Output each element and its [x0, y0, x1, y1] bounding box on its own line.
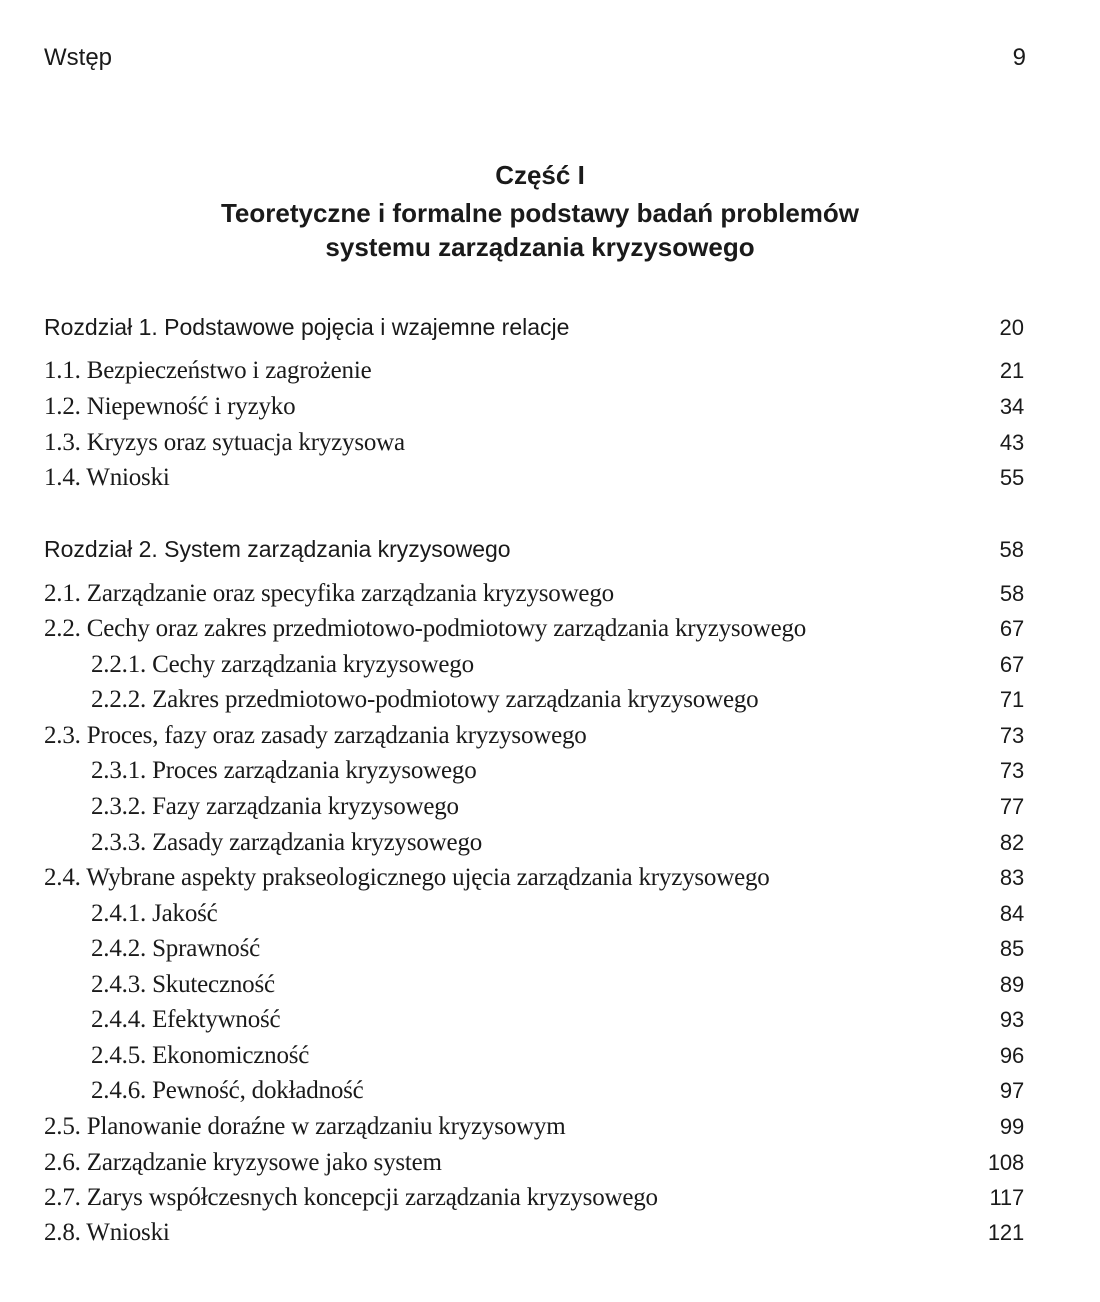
toc-entry[interactable]	[44, 615, 1024, 643]
toc-subentry[interactable]	[44, 793, 1024, 821]
part-title-line2: systemu zarządzania kryzysowego	[325, 232, 755, 262]
toc-page-number: 67	[999, 652, 1024, 677]
toc-entry-label: 2.3.2. Fazy zarządzania kryzysowego	[91, 793, 459, 820]
toc-subentry[interactable]	[44, 757, 1024, 785]
toc-page-number: 67	[999, 616, 1024, 641]
toc-page-number: 71	[999, 687, 1024, 712]
toc-subentry[interactable]	[44, 1006, 1024, 1034]
toc-entry-label: 2.3.3. Zasady zarządzania kryzysowego	[91, 829, 483, 856]
toc-entry[interactable]	[44, 1219, 1024, 1247]
toc-entry-label: 1.3. Kryzys oraz sytuacja kryzysowa	[44, 429, 405, 456]
toc-entry[interactable]	[44, 429, 1024, 457]
toc-page-number: 77	[999, 794, 1024, 819]
toc-page-number: 73	[999, 723, 1024, 748]
toc-page-number: 82	[999, 830, 1024, 855]
toc-entry-label: 2.4. Wybrane aspekty prakseologicznego ujęcia zarządzania kryzysowego	[44, 864, 770, 891]
toc-entry[interactable]	[44, 722, 1024, 750]
toc-page-number: 20	[999, 315, 1024, 340]
toc-entry-label: 2.3.1. Proces zarządzania kryzysowego	[91, 757, 477, 784]
toc-page-number: 83	[999, 865, 1024, 890]
toc-entry[interactable]	[44, 1184, 1024, 1212]
header-row	[44, 44, 1026, 72]
toc-entry-label: 2.4.2. Sprawność	[91, 935, 261, 962]
toc-subentry[interactable]	[44, 1077, 1024, 1105]
toc-page-number: 89	[999, 972, 1024, 997]
toc-subentry[interactable]	[44, 900, 1024, 928]
toc-entry-label: 2.2. Cechy oraz zakres przedmiotowo-podmiotowy zarządzania kryzysowego	[44, 615, 807, 642]
toc-subentry[interactable]	[44, 651, 1024, 679]
toc-page-number: 55	[999, 465, 1024, 490]
header-page-number: 9	[1012, 44, 1026, 71]
toc-page-number: 58	[999, 537, 1024, 562]
toc-page-number: 97	[999, 1078, 1024, 1103]
toc-entry-label: 2.2.2. Zakres przedmiotowo-podmiotowy zarządzania kryzysowego	[91, 686, 759, 713]
toc-page-number: 117	[989, 1185, 1024, 1210]
toc-page-number: 121	[987, 1220, 1024, 1245]
toc-entry[interactable]	[44, 1113, 1024, 1141]
toc-entry-label: 1.1. Bezpieczeństwo i zagrożenie	[44, 357, 372, 384]
part-title-line1: Teoretyczne i formalne podstawy badań problemów	[220, 198, 860, 228]
toc-subentry[interactable]	[44, 686, 1024, 714]
toc-page-number: 34	[999, 394, 1024, 419]
toc-entry-label: 2.1. Zarządzanie oraz specyfika zarządzania kryzysowego	[44, 580, 614, 607]
toc-entry[interactable]	[44, 580, 1024, 608]
part-number: Część I	[495, 160, 585, 190]
toc-page-number: 93	[999, 1007, 1024, 1032]
toc-page-number: 43	[999, 430, 1024, 455]
toc-entry-label: 2.7. Zarys współczesnych koncepcji zarządzania kryzysowego	[44, 1184, 658, 1211]
toc-page-number: 58	[999, 581, 1024, 606]
toc-page-number: 85	[999, 936, 1024, 961]
toc-entry[interactable]	[44, 393, 1024, 421]
toc-entry[interactable]	[44, 1149, 1024, 1177]
toc-page-number: 84	[999, 901, 1024, 926]
toc-page-number: 99	[999, 1114, 1024, 1139]
header-title: Wstęp	[44, 44, 113, 71]
toc-chapter-1[interactable]	[44, 314, 1024, 341]
toc-subentry[interactable]	[44, 829, 1024, 857]
toc-entry-label: 2.8. Wnioski	[44, 1219, 170, 1246]
toc-chapter-label: Rozdział 1. Podstawowe pojęcia i wzajemne relacje	[44, 314, 570, 340]
toc-entry-label: 2.5. Planowanie doraźne w zarządzaniu kryzysowym	[44, 1113, 566, 1140]
toc-entry-label: 1.2. Niepewność i ryzyko	[44, 393, 296, 420]
toc-page-number: 96	[999, 1043, 1024, 1068]
toc-entry-label: 2.2.1. Cechy zarządzania kryzysowego	[91, 651, 474, 678]
toc-entry-label: 2.4.6. Pewność, dokładność	[91, 1077, 364, 1104]
toc-entry-label: 2.3. Proces, fazy oraz zasady zarządzania kryzysowego	[44, 722, 587, 749]
toc-entry-label: 2.4.1. Jakość	[91, 900, 218, 927]
toc-chapter-label: Rozdział 2. System zarządzania kryzysowego	[44, 536, 511, 562]
toc-page-number: 108	[987, 1150, 1024, 1175]
toc-subentry[interactable]	[44, 935, 1024, 963]
toc-entry-label: 2.4.4. Efektywność	[91, 1006, 281, 1033]
toc-entry[interactable]	[44, 864, 1024, 892]
toc-entry-label: 2.4.3. Skuteczność	[91, 971, 275, 998]
toc-page-number: 73	[999, 758, 1024, 783]
toc-subentry[interactable]	[44, 1042, 1024, 1070]
toc-entry[interactable]	[44, 357, 1024, 385]
part-heading	[0, 158, 1080, 264]
toc-chapter-2[interactable]	[44, 536, 1024, 563]
toc-entry-label: 1.4. Wnioski	[44, 464, 170, 491]
toc-subentry[interactable]	[44, 971, 1024, 999]
toc-page-number: 21	[999, 358, 1024, 383]
toc-entry[interactable]	[44, 464, 1024, 492]
toc-entry-label: 2.6. Zarządzanie kryzysowe jako system	[44, 1149, 442, 1176]
toc-entry-label: 2.4.5. Ekonomiczność	[91, 1042, 310, 1069]
